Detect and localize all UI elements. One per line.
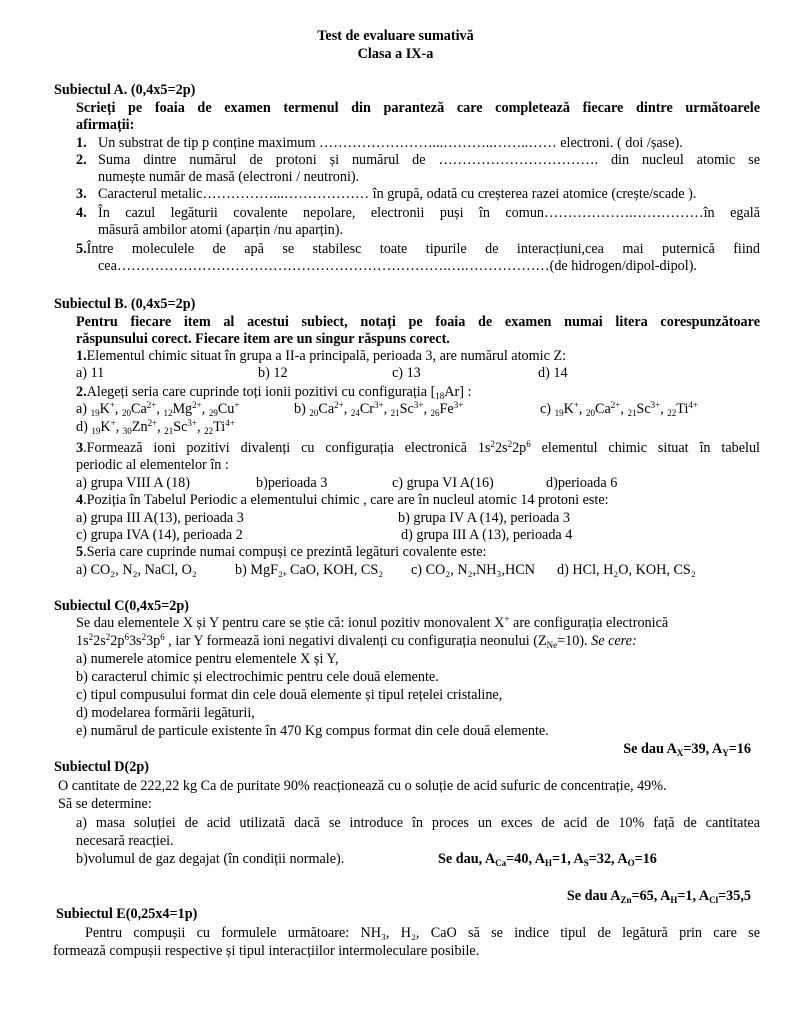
subject-e-statement: Pentru compușii cu formulele următoare: NH₃, H₂, CaO să se indice tipul de legătură prin care se xyxy=(85,925,760,941)
subject-d-prompt: Să se determine: xyxy=(58,796,152,812)
q4-option-a: a) grupa III A(13), perioada 3 xyxy=(76,510,244,526)
ion: $_{19}$K+, xyxy=(91,418,123,436)
question-5: 5.Seria care cuprinde numai compuși ce prezintă legături covalente este: xyxy=(76,544,487,560)
subject-a-instruction: Scrieți pe foaia de examen termenul din paranteză care completează fiecare dintre următoarele xyxy=(76,100,760,116)
q5-option-d: d) HCl, H₂O, KOH, CS₂ xyxy=(557,562,696,578)
q2-option-d xyxy=(76,419,235,435)
subject-a-item-4: În cazul legăturii covalente nepolare, electronii puși în comun……………….……………în egală xyxy=(98,205,760,221)
question-3-cont: periodic al elementelor în : xyxy=(76,457,229,473)
subject-d-item-a-cont: necesară reacției. xyxy=(76,833,174,849)
subject-b-instruction: Pentru fiecare item al acestui subiect, notați pe foaia de examen numai litera corespunzătoare xyxy=(76,314,760,330)
q1-option-b: b) 12 xyxy=(258,365,288,381)
subject-c-given: Se dau $A_X=39$, $A_Y=16$ xyxy=(623,741,751,758)
subject-c-statement-cont: $1s^22s^22p^63s^23p^6$ , iar Y formează ioni negativi divalenți cu configurația neonului $(Z_{Ne}=10)$. Se cere: xyxy=(76,632,637,650)
subject-c-item-d: d) modelarea formării legăturii, xyxy=(76,705,255,721)
subject-b-instruction-cont: răspunsului corect. Fiecare item are un singur răspuns corect. xyxy=(76,331,450,347)
electron-configuration: $1s^22s^22p^63s^23p^6$ xyxy=(76,632,165,649)
subject-d-item-a: a) masa soluției de acid utilizată dacă se introduce în proces un exces de acid de 10% față de cantitatea xyxy=(76,815,760,831)
subject-a-item-4-cont: măsură ambilor atomi (aparțin /nu aparțin). xyxy=(98,222,344,238)
q4-option-d: d) grupa III A (13), perioada 4 xyxy=(401,527,573,543)
option-label: d) xyxy=(76,419,92,435)
subject-e-heading: Subiectul E(0,25x4=1p) xyxy=(56,906,198,922)
subject-a-item-5: 5.Între moleculele de apă se stabilesc toate tipurile de interacțiuni,cea mai puternică fiind xyxy=(76,241,760,257)
q2-option-a xyxy=(76,401,239,417)
q1-option-d: d) 14 xyxy=(538,365,568,381)
question-2: 2.Alegeți seria care cuprinde toți ionii pozitivi cu configurația $[_{18}Ar]$ : xyxy=(76,384,472,401)
question-3: 3.Formează ioni pozitivi divalenți cu configurația electronică $1s^22s^22p^6$ elementul chimic situat în tabelul xyxy=(76,439,760,456)
ion: $_{19}$K+, xyxy=(554,400,586,418)
subject-a-item-1: Un substrat de tip p conține maximum ……………………...………..……..…… electroni. ( doi /șase). xyxy=(98,135,683,151)
q2-option-b xyxy=(294,401,463,417)
subject-a-item-2: Suma dintre numărul de protoni și numărul de ……………………………. din nucleul atomic se xyxy=(98,152,760,168)
q3-option-d: d)perioada 6 xyxy=(546,475,618,491)
question-4: 4.Poziția în Tabelul Periodic a elementului chimic , care are în nucleul atomic 14 protoni este: xyxy=(76,492,609,508)
subject-d-given: Se dau, $A_{Ca}=40$, $A_H=1$, $A_S=32$, $A_O=16$ xyxy=(438,851,657,868)
subject-c-item-b: b) caracterul chimic și electrochimic pentru cele două elemente. xyxy=(76,669,439,685)
q5-option-b: b) MgF₂, CaO, KOH, CS₂ xyxy=(235,562,384,578)
subject-c-statement: Se dau elementele X și Y pentru care se știe că: ionul pozitiv monovalent X+ are configurația electronică xyxy=(76,614,669,631)
ion: $_{20}Ca^{2+}$, xyxy=(586,400,628,418)
item-number: 4. xyxy=(76,205,87,221)
option-label: a) xyxy=(76,401,91,417)
ion: $_{20}Ca^{2+}$, xyxy=(309,400,351,418)
ion: $_{21}Sc^{3+}$, xyxy=(164,418,205,436)
subject-b-heading: Subiectul B. (0,4x5=2p) xyxy=(54,296,196,312)
ion: $_{22}Ti^{4+}$ xyxy=(204,418,235,436)
q3-option-c: c) grupa VI A(16) xyxy=(392,475,494,491)
subject-e-statement-cont: formează compușii respective și tipul interacțiilor intermoleculare posibile. xyxy=(53,943,480,959)
subject-d-given-2: Se dau $A_{Zn}=65$, $A_H=1$, $A_{Cl}=35,5$ xyxy=(566,888,751,905)
subject-d-item-b: b)volumul de gaz degajat (în condiții normale). xyxy=(76,851,345,867)
ion: $_{30}Zn^{2+}$, xyxy=(122,418,165,436)
subject-c-heading: Subiectul C(0,4x5=2p) xyxy=(54,598,189,614)
item-number: 5. xyxy=(76,241,87,257)
question-1: 1.Elementul chimic situat în grupa a II-a principală, perioada 3, are numărul atomic Z: xyxy=(76,348,567,364)
ion: $_{12}Mg^{2+}$, xyxy=(163,400,209,418)
option-label: c) xyxy=(540,401,555,417)
ion: $_{29}$Cu+ xyxy=(208,400,240,418)
q3-option-b: b)perioada 3 xyxy=(256,475,328,491)
subject-d-heading: Subiectul D(2p) xyxy=(54,759,149,775)
ion: $_{19}$K+, xyxy=(90,400,122,418)
ion: $_{22}Ti^{4+}$ xyxy=(667,400,698,418)
q4-option-b: b) grupa IV A (14), perioada 3 xyxy=(398,510,570,526)
document-title: Test de evaluare sumativă xyxy=(317,28,474,44)
item-number: 1. xyxy=(76,135,87,151)
subject-a-item-3: Caracterul metalic……………...……………… în grupă, odată cu creșterea razei atomice (crește/scade ). xyxy=(98,186,697,202)
document-subtitle: Clasa a IX-a xyxy=(357,46,434,62)
ion: $_{20}Ca^{2+}$, xyxy=(122,400,164,418)
subject-a-heading: Subiectul A. (0,4x5=2p) xyxy=(54,82,196,98)
item-number: 2. xyxy=(76,152,87,168)
subject-d-statement: O cantitate de 222,22 kg Ca de puritate 90% reacționează cu o soluție de acid sufuric de concentrație, 49%. xyxy=(58,778,667,794)
ion: $_{24}Cr^{3+}$, xyxy=(350,400,391,418)
q3-option-a: a) grupa VIII A (18) xyxy=(76,475,190,491)
q5-option-c: c) CO₂, N₂,NH₃,HCN xyxy=(411,562,535,578)
ion: $_{26}Fe^{3+}$ xyxy=(430,400,464,418)
ion: $_{21}Sc^{3+}$, xyxy=(627,400,668,418)
item-number: 3. xyxy=(76,186,87,202)
q1-option-c: c) 13 xyxy=(392,365,421,381)
q5-option-a: a) CO₂, N₂, NaCl, O₂ xyxy=(76,562,197,578)
subject-c-item-a: a) numerele atomice pentru elementele X și Y, xyxy=(76,651,339,667)
subject-c-item-e: e) numărul de particule existente în 470 Kg compus format din cele două elemente. xyxy=(76,723,549,739)
subject-a-instruction-cont: afirmații: xyxy=(76,117,135,133)
ion: $_{21}Sc^{3+}$, xyxy=(390,400,431,418)
q2-option-c xyxy=(540,401,698,417)
option-label: b) xyxy=(294,401,310,417)
subject-c-item-c: c) tipul compusului format din cele două elemente și tipul rețelei cristaline, xyxy=(76,687,503,703)
subject-a-item-2-cont: numește număr de masă (electroni / neutroni). xyxy=(98,169,360,185)
q1-option-a: a) 11 xyxy=(76,365,105,381)
subject-a-item-5-cont: cea…………………………………………………………….….………………(de hidrogen/dipol-dipol). xyxy=(98,258,697,274)
q4-option-c: c) grupa IVA (14), perioada 2 xyxy=(76,527,243,543)
